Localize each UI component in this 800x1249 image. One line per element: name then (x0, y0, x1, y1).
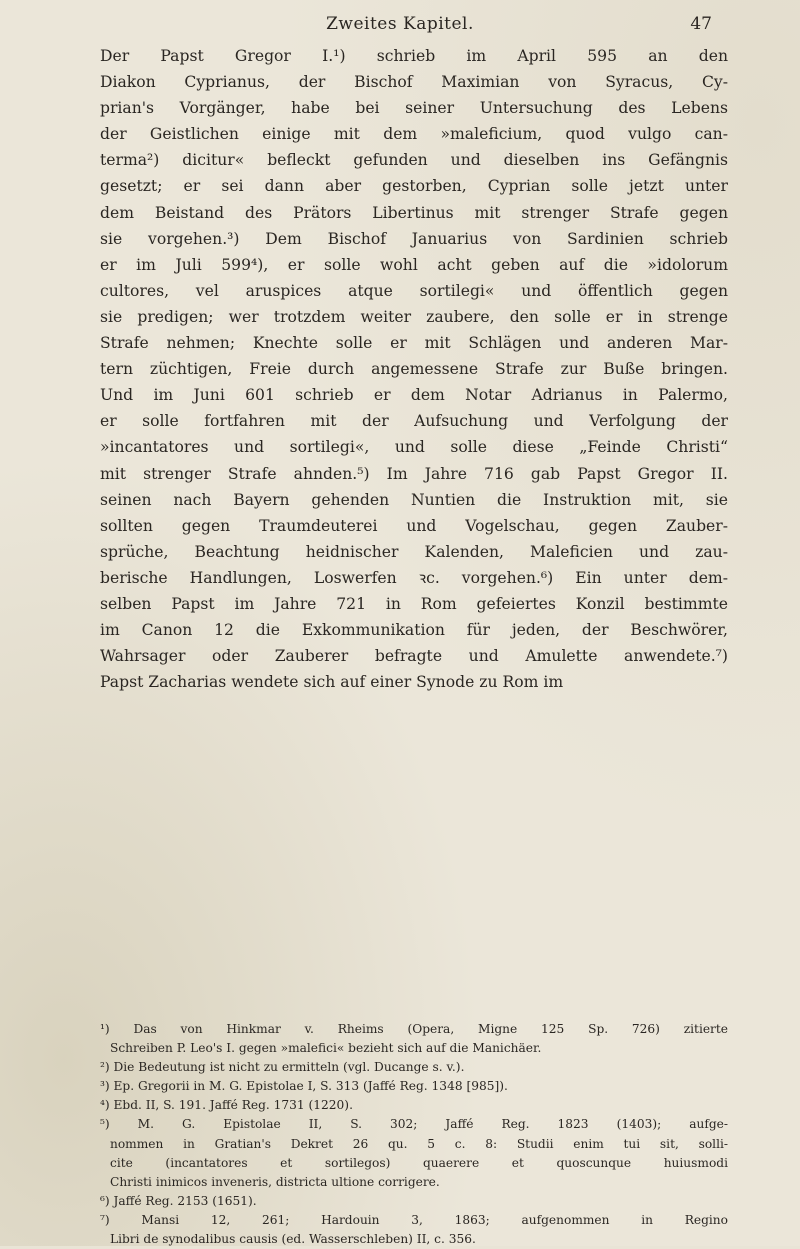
text-line: dem Beistand des Prätors Libertinus mit strenger Strafe gegen (100, 203, 728, 222)
text-line: »incantatores und sortilegi«, und solle diese „Feinde Christi“ (100, 438, 728, 457)
footnote-line: ⁵) M. G. Epistolae II, S. 302; Jaffé Reg. 1823 (1403); aufge- (100, 1117, 728, 1132)
footnote-line: cite (incantatores et sortilegos) quaerere et quoscunque huiusmodi (110, 1155, 728, 1170)
footnote-line: ¹) Das von Hinkmar v. Rheims (Opera, Migne 125 Sp. 726) zitierte (100, 1022, 728, 1036)
text-line: Strafe nehmen; Knechte solle er mit Schlägen und anderen Mar- (100, 334, 728, 353)
footnote-line: Christi inimicos inveneris, districta ultione corrigere. (110, 1174, 440, 1189)
text-line: cultores, vel aruspices atque sortilegi« und öffentlich gegen (100, 281, 728, 300)
text-line: der Geistlichen einige mit dem »maleficium, quod vulgo can- (100, 125, 728, 144)
text-line: terma²) dicitur« befleckt gefunden und dieselben ins Gefängnis (100, 151, 728, 170)
text-line: Wahrsager oder Zauberer befragte und Amulette anwendete.⁷) (100, 647, 728, 666)
footnote-line: ⁷) Mansi 12, 261; Hardouin 3, 1863; aufgenommen in Regino (100, 1212, 728, 1227)
footnote-line: ⁴) Ebd. II, S. 191. Jaffé Reg. 1731 (1220). (100, 1098, 353, 1113)
text-line: sprüche, Beachtung heidnischer Kalenden, Maleficien und zau- (100, 542, 728, 561)
footnote-line: ²) Die Bedeutung ist nicht zu ermitteln (vgl. Ducange s. v.). (100, 1060, 465, 1075)
footnote-line: ⁶) Jaffé Reg. 2153 (1651). (100, 1193, 257, 1208)
text-line: Papst Zacharias wendete sich auf einer Synode zu Rom im (100, 673, 564, 692)
text-line: seinen nach Bayern gehenden Nuntien die Instruktion mit, sie (100, 490, 728, 509)
text-line: mit strenger Strafe ahnden.⁵) Im Jahre 716 gab Papst Gregor II. (100, 464, 728, 483)
text-line: Und im Juni 601 schrieb er dem Notar Adrianus in Palermo, (100, 386, 728, 405)
footnotes (100, 1020, 728, 1249)
text-line: berische Handlungen, Loswerfen ꝛc. vorgehen.⁶) Ein unter dem- (100, 568, 728, 587)
text-line: sie vorgehen.³) Dem Bischof Januarius von Sardinien schrieb (100, 229, 728, 248)
text-line: tern züchtigen, Freie durch angemessene Strafe zur Buße bringen. (100, 360, 728, 379)
text-line: im Canon 12 die Exkommunikation für jeden, der Beschwörer, (100, 621, 728, 640)
text-line: sie predigen; wer trotzdem weiter zaubere, den solle er in strenge (100, 307, 728, 326)
footnote-line: nommen in Gratian's Dekret 26 qu. 5 c. 8: Studii enim tui sit, solli- (110, 1136, 728, 1151)
footnote-line: Libri de synodalibus causis (ed. Wasserschleben) II, c. 356. (110, 1232, 476, 1247)
footnote-line: Schreiben P. Leo's I. gegen »malefici« bezieht sich auf die Manichäer. (110, 1041, 542, 1056)
text-line: Der Papst Gregor I.¹) schrieb im April 595 an den (100, 47, 728, 65)
main-text (100, 43, 728, 695)
chapter-title: Zweites Kapitel. (326, 14, 474, 34)
text-line: gesetzt; er sei dann aber gestorben, Cyprian solle jetzt unter (100, 177, 728, 196)
text-line: er solle fortfahren mit der Aufsuchung und Verfolgung der (100, 412, 728, 431)
text-line: er im Juli 599⁴), er solle wohl acht geben auf die »idolorum (100, 255, 728, 274)
running-header (0, 10, 800, 38)
page-number: 47 (690, 14, 712, 34)
footnote-line: ³) Ep. Gregorii in M. G. Epistolae I, S. 313 (Jaffé Reg. 1348 [985]). (100, 1079, 508, 1094)
text-line: sollten gegen Traumdeuterei und Vogelschau, gegen Zauber- (100, 516, 728, 535)
text-line: Diakon Cyprianus, der Bischof Maximian von Syracus, Cy- (100, 73, 728, 92)
text-line: prian's Vorgänger, habe bei seiner Untersuchung des Lebens (100, 99, 728, 118)
text-line: selben Papst im Jahre 721 in Rom gefeiertes Konzil bestimmte (100, 594, 728, 613)
